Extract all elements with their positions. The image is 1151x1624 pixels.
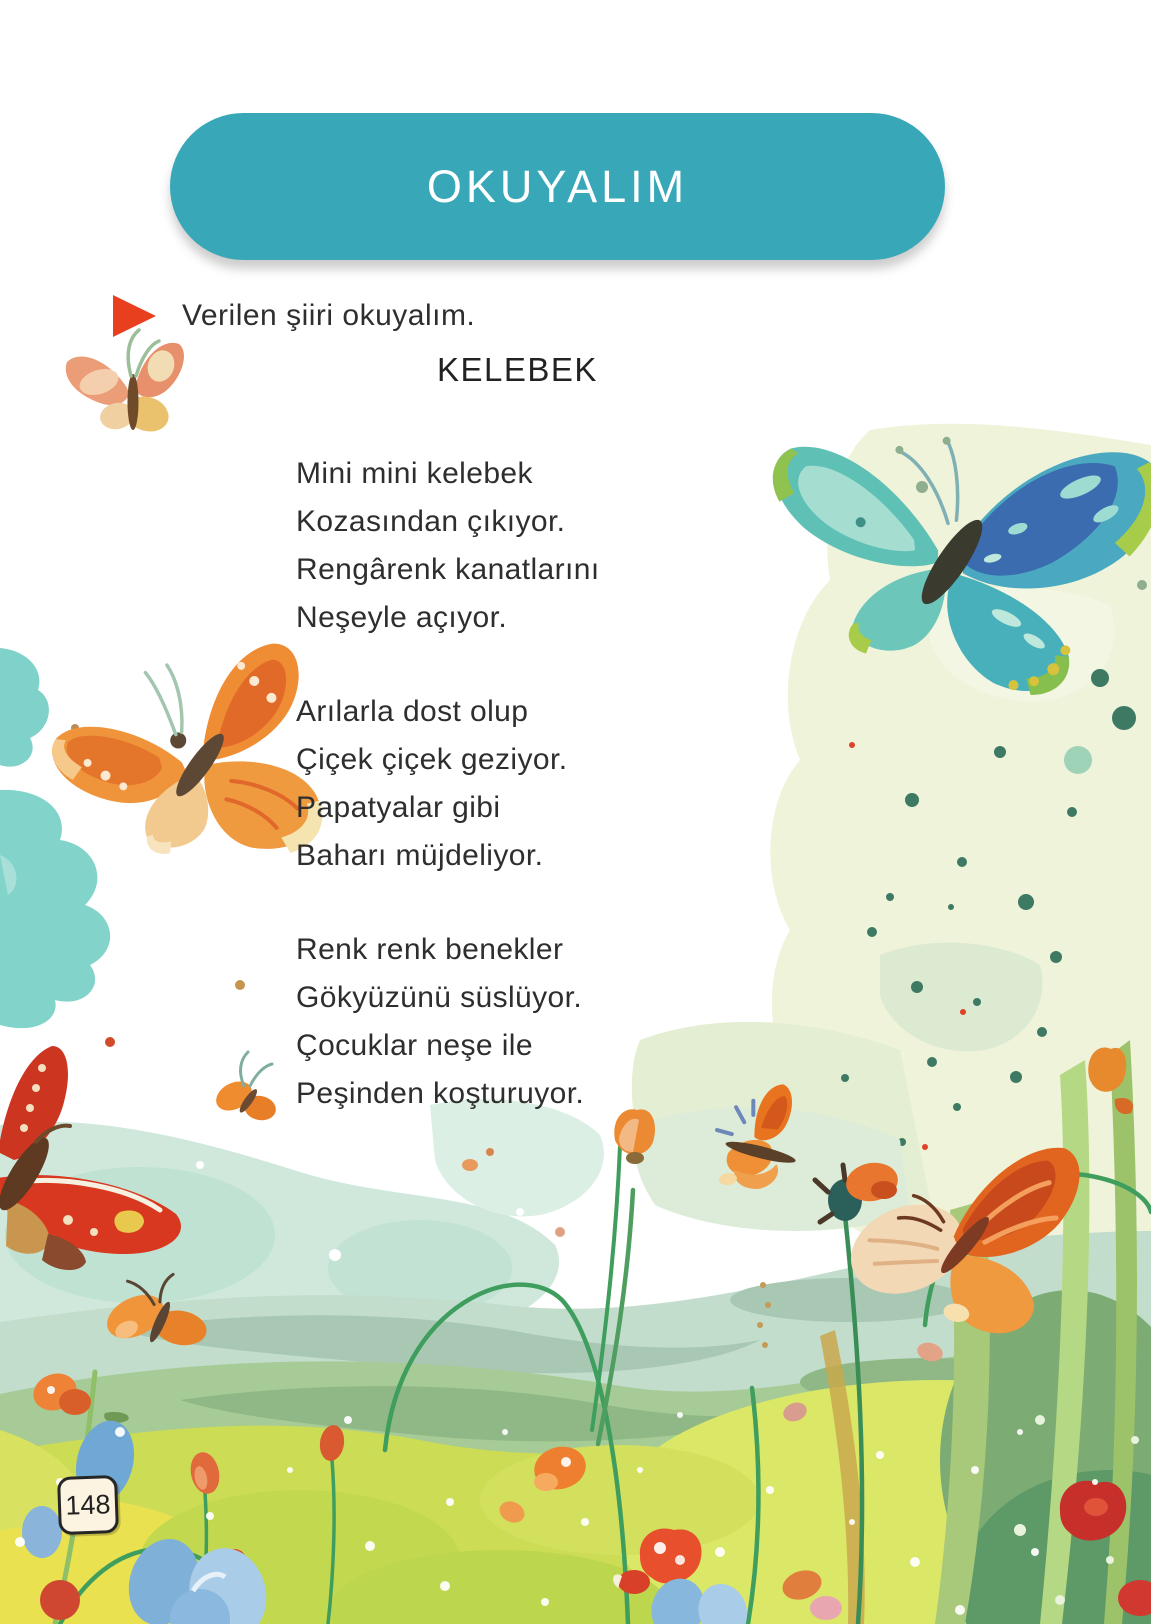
page-number: 148 — [64, 1488, 112, 1521]
instruction-text: Verilen şiiri okuyalım. — [182, 299, 476, 332]
poem-stanza-3 — [296, 926, 600, 1118]
page-number-badge — [57, 1475, 119, 1535]
poem-line: Neşeyle açıyor. — [296, 601, 508, 634]
poem-line: Arılarla dost olup — [296, 695, 529, 728]
poem-line: Rengârenk kanatlarını — [296, 553, 600, 586]
red-triangle-bullet-icon — [113, 295, 156, 337]
section-banner — [170, 113, 945, 260]
poem-line: Çiçek çiçek geziyor. — [296, 743, 568, 776]
instruction-row — [113, 295, 475, 337]
poem-stanza-1 — [296, 450, 600, 642]
poem-line: Kozasından çıkıyor. — [296, 505, 566, 538]
poem-line: Baharı müjdeliyor. — [296, 839, 544, 872]
poem-line: Gökyüzünü süslüyor. — [296, 981, 583, 1014]
poem-title: KELEBEK — [437, 351, 598, 388]
poem-stanza-2 — [296, 688, 600, 880]
poem-line: Papatyalar gibi — [296, 791, 501, 824]
section-banner-label: OKUYALIM — [426, 160, 689, 212]
poem-line: Mini mini kelebek — [296, 457, 533, 490]
poem-line: Renk renk benekler — [296, 933, 564, 966]
poem — [296, 450, 600, 1164]
poem-line: Çocuklar neşe ile — [296, 1029, 533, 1062]
poem-line: Peşinden koşturuyor. — [296, 1077, 585, 1110]
